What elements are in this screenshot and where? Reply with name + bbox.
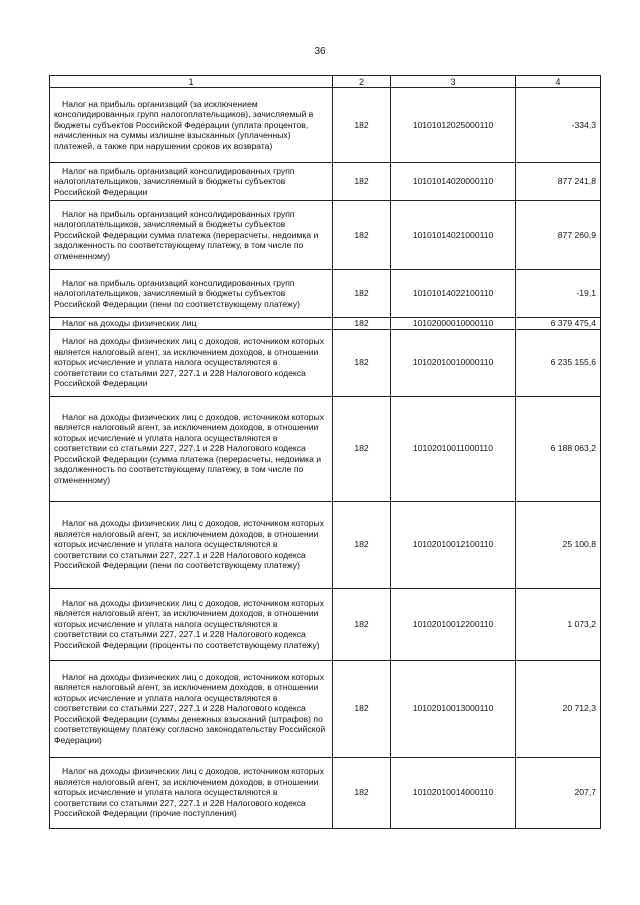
table-row xyxy=(50,329,601,396)
row-kbk: 10101014022100110 xyxy=(391,270,516,318)
row-amount: 877 260,9 xyxy=(516,201,601,270)
row-admin-code: 182 xyxy=(333,318,391,330)
row-kbk: 10102010010000110 xyxy=(391,329,516,396)
row-name: Налог на доходы физических лиц с доходов, источником которых является налоговый агент, за исключением доходов, в отношении которых исчисление и уплата налога осуществляются в соответствии со статьями 227, 227.1 и 228 Налогового кодекса Российской Федерации (прочие поступления) xyxy=(50,757,333,828)
row-kbk: 10101012025000110 xyxy=(391,88,516,163)
row-name: Налог на прибыль организаций консолидированных групп налогоплательщиков, зачисляемый в бюджеты субъектов Российской Федерации xyxy=(50,163,333,201)
row-name: Налог на прибыль организаций консолидированных групп налогоплательщиков, зачисляемый в бюджеты субъектов Российской Федерации сумма платежа (перерасчеты, недоимка и задолженность по соответствующему платежу, в том числе по отмененному) xyxy=(50,201,333,270)
row-amount: 207,7 xyxy=(516,757,601,828)
row-name: Налог на доходы физических лиц с доходов, источником которых является налоговый агент, за исключением доходов, в отношении которых исчисление и уплата налога осуществляются в соответствии со статьями 227, 227.1 и 228 Налогового кодекса Российской Федерации (сумма платежа (перерасчеты, недоимка и задолженность по соответствующему платежу, в том числе по отмененному) xyxy=(50,396,333,501)
header-col-2: 2 xyxy=(333,76,391,88)
row-admin-code: 182 xyxy=(333,88,391,163)
header-col-1: 1 xyxy=(50,76,333,88)
row-kbk: 10102010012200110 xyxy=(391,588,516,660)
row-amount: 25 100,8 xyxy=(516,501,601,588)
row-amount: 1 073,2 xyxy=(516,588,601,660)
row-name: Налог на прибыль организаций консолидированных групп налогоплательщиков, зачисляемый в бюджеты субъектов Российской Федерации (пени по соответствующему платежу) xyxy=(50,270,333,318)
table-row xyxy=(50,318,601,330)
header-row xyxy=(50,76,601,88)
row-name: Налог на доходы физических лиц с доходов, источником которых является налоговый агент, за исключением доходов, в отношении которых исчисление и уплата налога осуществляются в соответствии со статьями 227, 227.1 и 228 Налогового кодекса Российской Федерации xyxy=(50,329,333,396)
row-name: Налог на доходы физических лиц с доходов, источником которых является налоговый агент, за исключением доходов, в отношении которых исчисление и уплата налога осуществляются в соответствии со статьями 227, 227.1 и 228 Налогового кодекса Российской Федерации (суммы денежных взысканий (штрафов) по соответствующему платежу согласно законодательству Российской Федерации) xyxy=(50,660,333,757)
row-name: Налог на доходы физических лиц xyxy=(50,318,333,330)
row-admin-code: 182 xyxy=(333,270,391,318)
table-row xyxy=(50,396,601,501)
row-kbk: 10102000010000110 xyxy=(391,318,516,330)
row-amount: -19,1 xyxy=(516,270,601,318)
row-kbk: 10102010013000110 xyxy=(391,660,516,757)
table-row xyxy=(50,501,601,588)
revenue-table xyxy=(49,75,601,829)
row-kbk: 10102010012100110 xyxy=(391,501,516,588)
row-admin-code: 182 xyxy=(333,163,391,201)
table-row xyxy=(50,757,601,828)
table-row xyxy=(50,88,601,163)
row-admin-code: 182 xyxy=(333,757,391,828)
header-col-4: 4 xyxy=(516,76,601,88)
row-admin-code: 182 xyxy=(333,660,391,757)
row-amount: 20 712,3 xyxy=(516,660,601,757)
table-row xyxy=(50,163,601,201)
table-row xyxy=(50,201,601,270)
row-amount: 6 188 063,2 xyxy=(516,396,601,501)
page-number: 36 xyxy=(314,46,326,57)
row-name: Налог на доходы физических лиц с доходов, источником которых является налоговый агент, за исключением доходов, в отношении которых исчисление и уплата налога осуществляются в соответствии со статьями 227, 227.1 и 228 Налогового кодекса Российской Федерации (пени по соответствующему платежу) xyxy=(50,501,333,588)
row-name: Налог на доходы физических лиц с доходов, источником которых является налоговый агент, за исключением доходов, в отношении которых исчисление и уплата налога осуществляются в соответствии со статьями 227, 227.1 и 228 Налогового кодекса Российской Федерации (проценты по соответствующему платежу) xyxy=(50,588,333,660)
row-amount: 6 235 155,6 xyxy=(516,329,601,396)
row-kbk: 10102010014000110 xyxy=(391,757,516,828)
table-header xyxy=(50,76,601,88)
table-row xyxy=(50,270,601,318)
row-admin-code: 182 xyxy=(333,201,391,270)
row-kbk: 10101014020000110 xyxy=(391,163,516,201)
row-kbk: 10102010011000110 xyxy=(391,396,516,501)
table-body xyxy=(50,88,601,829)
header-col-3: 3 xyxy=(391,76,516,88)
table-row xyxy=(50,660,601,757)
row-admin-code: 182 xyxy=(333,329,391,396)
row-admin-code: 182 xyxy=(333,501,391,588)
table-row xyxy=(50,588,601,660)
row-amount: -334,3 xyxy=(516,88,601,163)
row-amount: 877 241,8 xyxy=(516,163,601,201)
row-admin-code: 182 xyxy=(333,396,391,501)
row-amount: 6 379 475,4 xyxy=(516,318,601,330)
row-kbk: 10101014021000110 xyxy=(391,201,516,270)
row-admin-code: 182 xyxy=(333,588,391,660)
row-name: Налог на прибыль организаций (за исключением консолидированных групп налогоплательщиков), зачисляемый в бюджеты субъектов Российской Федерации (уплата процентов, начисленных на суммы излишне взысканных (уплаченных) платежей, а также при нарушении сроков их возврата) xyxy=(50,88,333,163)
